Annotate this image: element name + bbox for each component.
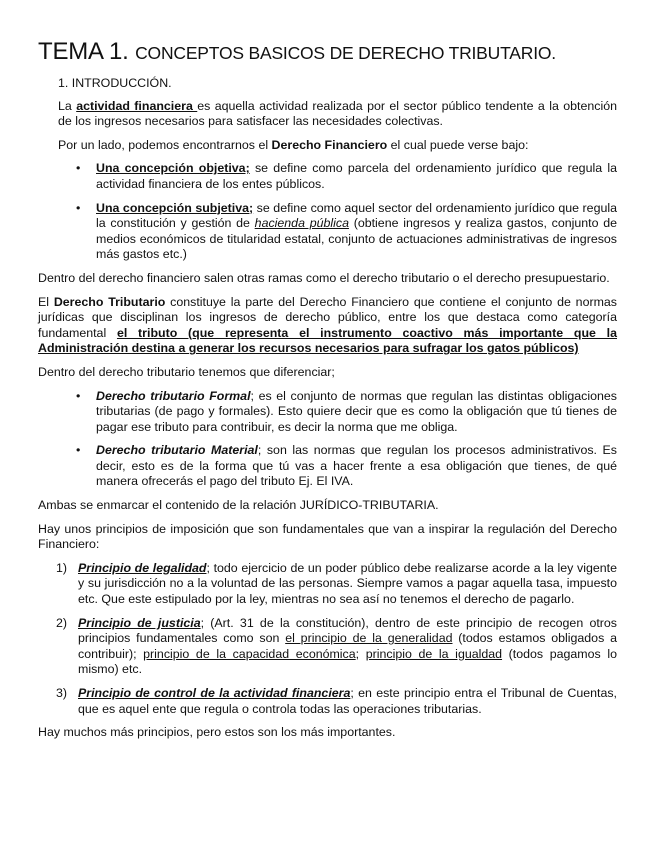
term-principio-control: Principio de control de la actividad financiera — [78, 686, 351, 700]
term-derecho-tributario: Derecho Tributario — [53, 294, 166, 309]
term-capacidad-economica: principio de la capacidad económica — [143, 646, 356, 661]
term-generalidad: el principio de la generalidad — [285, 631, 453, 646]
list-item-material: • Derecho tributario Material; son las normas que regulan los procesos administrativos. Es decir, esto es de la forma que tú vas a hacer frente a esa obligación que tienes, de qué manera ofrecerás el pago del tributo Ej. El IVA. — [76, 443, 617, 489]
term-concepcion-subjetiva: Una concepción subjetiva; — [96, 200, 254, 215]
list-number: 3) — [56, 686, 68, 700]
bullet-icon: • — [76, 161, 81, 176]
term-concepcion-objetiva: Una concepción objetiva; — [96, 161, 250, 176]
paragraph-conclusion: Hay muchos más principios, pero estos son los más importantes. — [38, 725, 396, 740]
term-hacienda-publica: hacienda pública — [254, 216, 349, 231]
term-el-tributo: el tributo (que representa el instrumento coactivo más importante que la Administración destina a generar los recursos necesarios para sufragar los gatos públicos) — [38, 325, 618, 356]
term-derecho-financiero: Derecho Financiero — [271, 137, 388, 152]
list-item-legalidad: 1) Principio de legalidad; todo ejercicio de un poder público debe realizarse acorde a la ley vigente y su jurisdicción no a la voluntad de las personas. Siempre vamos a pagar aquella tasa, impuesto etc. Que este estipulado por la ley, mientras no sea así no tenemos el derecho de pagarlo. — [56, 560, 617, 607]
bullet-icon: • — [76, 443, 81, 458]
list-item-objetiva: • Una concepción objetiva; se define como parcela del ordenamiento jurídico que regula la actividad financiera de los entes públicos. — [76, 161, 617, 191]
term-principio-justicia: Principio de justicia — [78, 615, 201, 630]
list-item-subjetiva: • Una concepción subjetiva; se define como aquel sector del ordenamiento jurídico que regula la constitución y gestión de hacienda pública (obtiene ingresos y realiza gastos, conjunto de medios económicos de titularidad estatal, conjunto de actuaciones administrativas de ingresos más gastos etc.) — [76, 200, 617, 262]
term-tributario-formal: Derecho tributario Formal — [96, 388, 251, 403]
paragraph-relacion: Ambas se enmarcar el contenido de la relación JURÍDICO-TRIBUTARIA. — [38, 498, 439, 513]
term-igualdad: principio de la igualdad — [365, 646, 503, 661]
term-principio-legalidad: Principio de legalidad — [78, 560, 207, 575]
list-item-justicia: 2) Principio de justicia; (Art. 31 de la constitución), dentro de este principio de recogen otros principios fundamentales como son el principio de la generalidad (todos estamos obligados a contribuir); principio de la capacidad económica; principio de la igualdad (todos pagamos lo mismo) etc. — [56, 615, 617, 677]
page-title — [38, 38, 617, 67]
list-item-control: 3) Principio de control de la actividad financiera; en este principio entra el Tribunal de Cuentas, que es aquel ente que regula o controla todas las operaciones tributarias. — [56, 686, 618, 716]
bullet-icon: • — [76, 200, 81, 215]
paragraph-derecho-financiero: Por un lado, podemos encontrarnos el Derecho Financiero el cual puede verse bajo: — [58, 137, 529, 152]
concepciones-list — [38, 161, 617, 263]
principios-list — [38, 561, 617, 717]
paragraph-actividad-financiera: La actividad financiera es aquella actividad realizada por el sector público tendente a la obtención de los ingresos necesarios para satisfacer las necesidades colectivas. — [58, 98, 617, 129]
term-tributario-material: Derecho tributario Material — [96, 443, 258, 458]
paragraph-principios-intro: Hay unos principios de imposición que son fundamentales que van a inspirar la regulación del Derecho Financiero: — [38, 521, 617, 552]
section-heading: 1. INTRODUCCIÓN. — [58, 76, 172, 90]
title-text: CONCEPTOS BASICOS DE DERECHO TRIBUTARIO. — [135, 43, 556, 63]
paragraph-derecho-tributario: El Derecho Tributario constituye la parte del Derecho Financiero que contiene el conjunto de normas jurídicas que disciplinan los ingresos de derecho público, entre los que destaca como categoría fundamental el tributo (que representa el instrumento coactivo más importante que la Administración destina a generar los recursos necesarios para sufragar los gatos públicos) — [38, 294, 618, 356]
tributario-list — [38, 389, 617, 491]
list-item-formal: • Derecho tributario Formal; es el conjunto de normas que regulan las distintas obligaciones tributarias (de pago y formales). Esto quiere decir que es como la obligación que tú tienes de pagar ese tributo para contribuir, es decir la norma que me obliga. — [76, 388, 618, 434]
title-number: TEMA 1. — [38, 38, 129, 65]
term-actividad-financiera: actividad financiera — [76, 98, 198, 113]
bullet-icon: • — [76, 388, 81, 403]
paragraph-ramas: Dentro del derecho financiero salen otras ramas como el derecho tributario o el derecho presupuestario. — [38, 270, 610, 285]
list-number: 2) — [56, 615, 68, 630]
paragraph-diferenciar: Dentro del derecho tributario tenemos que diferenciar; — [38, 364, 335, 379]
list-number: 1) — [56, 560, 68, 575]
